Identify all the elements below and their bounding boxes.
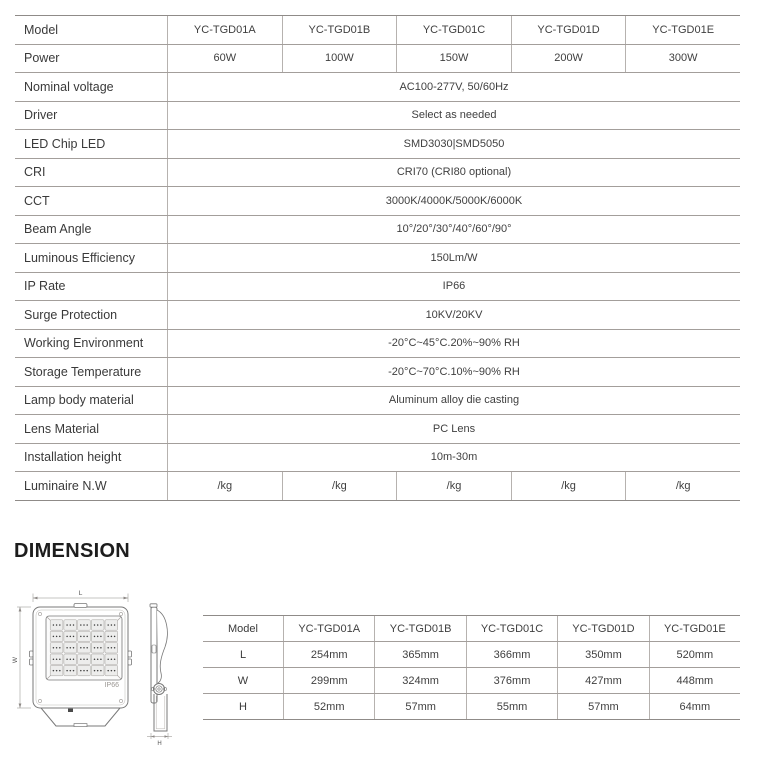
- cell-value: Aluminum alloy die casting: [167, 387, 740, 415]
- row-label: H: [239, 700, 247, 713]
- cell-value: SMD3030|SMD5050: [167, 130, 740, 158]
- row-label: W: [237, 674, 249, 687]
- row-label: Luminous Efficiency: [24, 250, 135, 265]
- cell-value: 10°/20°/30°/40°/60°/90°: [167, 216, 740, 244]
- table-row: [15, 216, 740, 245]
- table-row: [15, 130, 740, 159]
- cell-value: -20°C~45°C.20%~90% RH: [167, 330, 740, 358]
- table-row: [203, 642, 740, 668]
- height-dimension: [147, 733, 172, 739]
- row-label: LED Chip LED: [24, 136, 106, 151]
- cell-value: YC-TGD01C: [466, 616, 557, 641]
- table-row: [15, 159, 740, 188]
- cell-value: 350mm: [557, 642, 648, 667]
- cell-value: YC-TGD01A: [167, 16, 282, 44]
- row-label: CRI: [24, 165, 46, 180]
- row-label: Model: [24, 22, 59, 37]
- table-row: [15, 330, 740, 359]
- cell-value: 299mm: [283, 668, 374, 693]
- row-label: Nominal voltage: [24, 79, 114, 94]
- row-label: Lens Material: [24, 421, 100, 436]
- cell-value: 55mm: [466, 694, 557, 719]
- cell-value: 10KV/20KV: [167, 301, 740, 329]
- table-row: [15, 415, 740, 444]
- cell-value: 100W: [282, 45, 397, 73]
- table-row: [15, 244, 740, 273]
- table-row: [15, 358, 740, 387]
- cell-value: 3000K/4000K/5000K/6000K: [167, 187, 740, 215]
- table-row: [203, 668, 740, 694]
- row-label: Surge Protection: [24, 307, 118, 322]
- cell-value: YC-TGD01C: [396, 16, 511, 44]
- cell-value: 324mm: [374, 668, 465, 693]
- cell-value: 520mm: [649, 642, 740, 667]
- cell-value: 427mm: [557, 668, 648, 693]
- cell-value: /kg: [511, 472, 626, 500]
- cell-value: 300W: [625, 45, 740, 73]
- cell-value: PC Lens: [167, 415, 740, 443]
- cell-value: IP66: [167, 273, 740, 301]
- table-row: [15, 102, 740, 131]
- cell-value: YC-TGD01D: [557, 616, 648, 641]
- dimension-section-title: DIMENSION: [14, 540, 131, 562]
- table-row: [15, 45, 740, 74]
- width-dim-label: W: [12, 656, 19, 664]
- table-row: [15, 273, 740, 302]
- cell-value: 57mm: [374, 694, 465, 719]
- table-row: [15, 387, 740, 416]
- length-dim-label: L: [78, 590, 83, 597]
- table-row: [15, 301, 740, 330]
- cell-value: AC100-277V, 50/60Hz: [167, 73, 740, 101]
- ip-rating-label: IP66: [104, 682, 119, 689]
- cell-value: 10m-30m: [167, 444, 740, 472]
- cell-value: YC-TGD01E: [649, 616, 740, 641]
- cell-value: 150Lm/W: [167, 244, 740, 272]
- floodlight-drawing: [10, 585, 210, 755]
- row-label: Driver: [24, 108, 58, 123]
- cell-value: /kg: [625, 472, 740, 500]
- width-dimension: [17, 607, 31, 708]
- cell-value: 376mm: [466, 668, 557, 693]
- table-header-row: [203, 616, 740, 642]
- row-label: Power: [24, 51, 60, 66]
- cell-value: 64mm: [649, 694, 740, 719]
- cell-value: YC-TGD01D: [511, 16, 626, 44]
- cell-value: -20°C~70°C.10%~90% RH: [167, 358, 740, 386]
- cell-value: YC-TGD01E: [625, 16, 740, 44]
- cell-value: 365mm: [374, 642, 465, 667]
- row-label: IP Rate: [24, 279, 66, 294]
- table-row: [15, 73, 740, 102]
- dimension-table: [203, 615, 740, 720]
- cell-value: /kg: [282, 472, 397, 500]
- row-label: Model: [228, 622, 258, 635]
- cell-value: 150W: [396, 45, 511, 73]
- row-label: Installation height: [24, 450, 122, 465]
- table-row: [15, 16, 740, 45]
- row-label: CCT: [24, 193, 50, 208]
- product-dimension-drawing: [10, 585, 210, 755]
- cell-value: YC-TGD01B: [374, 616, 465, 641]
- cell-value: 448mm: [649, 668, 740, 693]
- row-label: Lamp body material: [24, 393, 134, 408]
- table-row: [15, 444, 740, 473]
- table-row: [15, 472, 740, 501]
- cell-value: 200W: [511, 45, 626, 73]
- row-label: Storage Temperature: [24, 364, 142, 379]
- cell-value: CRI70 (CRI80 optional): [167, 159, 740, 187]
- cell-value: 52mm: [283, 694, 374, 719]
- cell-value: YC-TGD01A: [283, 616, 374, 641]
- cell-value: 366mm: [466, 642, 557, 667]
- cell-value: 57mm: [557, 694, 648, 719]
- table-row: [203, 694, 740, 720]
- row-label: Beam Angle: [24, 222, 92, 237]
- height-dim-label: H: [157, 741, 162, 747]
- led-grid: [50, 620, 118, 676]
- top-tab: [74, 604, 87, 608]
- table-row: [15, 187, 740, 216]
- row-label: Luminaire N.W: [24, 478, 107, 493]
- cell-value: /kg: [396, 472, 511, 500]
- side-view: [150, 604, 167, 731]
- cell-value: 254mm: [283, 642, 374, 667]
- cell-value: 60W: [167, 45, 282, 73]
- cell-value: /kg: [167, 472, 282, 500]
- spec-table: [15, 15, 740, 501]
- row-label: L: [239, 648, 247, 661]
- cell-value: Select as needed: [167, 102, 740, 130]
- row-label: Working Environment: [24, 336, 144, 351]
- cell-value: YC-TGD01B: [282, 16, 397, 44]
